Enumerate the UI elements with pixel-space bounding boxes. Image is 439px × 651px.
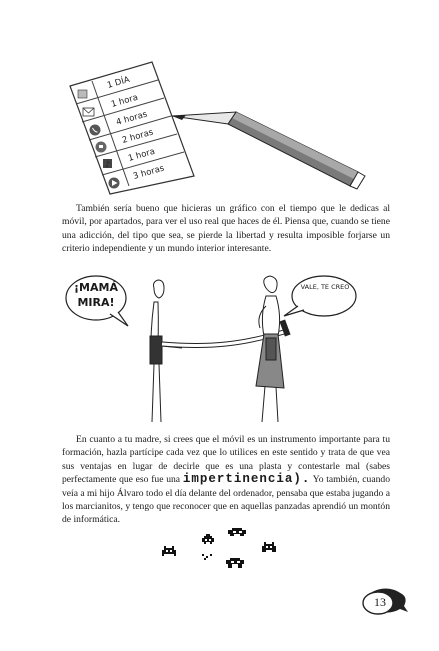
emphasis-word: impertinencia).: [182, 472, 311, 487]
speech-bubble-left: [66, 276, 128, 326]
phone-icon: [90, 125, 101, 136]
music-icon: [103, 159, 112, 169]
video-icon: [109, 178, 120, 189]
space-invaders-decoration: [158, 528, 288, 574]
chart-row-label: 3 horas: [132, 163, 166, 182]
child-figure: [150, 280, 182, 422]
chart-row-label: 1 hora: [127, 146, 157, 164]
invader-icon: [226, 558, 244, 568]
invader-icon: [162, 546, 176, 556]
chart-row-label: 1 DÍA: [106, 74, 131, 91]
page-number: 13: [374, 595, 386, 609]
bubble-left-text: ¡MAMÁ MIRA!: [74, 281, 118, 309]
bubble-right-text: VALE, TE CREO: [300, 283, 350, 291]
svg-text:♪: ♪: [105, 160, 111, 169]
invader-icon: [202, 534, 214, 544]
chart-row-label: 1 hora: [110, 92, 140, 110]
mail-icon: [83, 108, 94, 116]
invader-icon: [228, 528, 246, 536]
mom-and-child-illustration: [62, 266, 362, 430]
speech-bubble-right: [284, 276, 356, 316]
chart-row-label: 2 horas: [121, 127, 155, 146]
invader-icon: [202, 554, 212, 560]
chart-row-label: 4 horas: [115, 109, 149, 128]
paragraph-text: Yo también, cuando veía a mi hijo Álvaro todo el día delante del ordenador, pensaba que estaba jugando a los marcianitos, y tengo que reconocer que en aquellas panzadas aprendió un montón de informática.: [62, 474, 391, 526]
chat-icon: [96, 142, 107, 153]
pencil: [172, 112, 365, 189]
paragraph-mother-advice: [62, 433, 390, 527]
invader-icon: [262, 542, 276, 552]
calendar-icon: [78, 90, 87, 98]
paragraph-text: En cuanto a tu madre, si crees que el móvil es un instrumento importante para tu formación, hazla partícipe cada vez que lo utilices en este sentido y trata de que vea sus ventajas en lugar de decirle que es una plasta y contestarle mal (sabes perfectamente que eso fue una: [62, 434, 390, 486]
mother-figure: [256, 276, 284, 422]
paragraph-graph-advice: También sería bueno que hicieras un gráfico con el tiempo que le dedicas al móvil, por apartados, para ver el uso real que haces de él. Piensa que, cuando se tiene una adicción, del tipo que sea, se pierde la libertad y resulta imposible forjarse un criterio independiente y un mundo interior interesante.: [62, 203, 390, 255]
usage-chart-illustration: [60, 48, 390, 200]
